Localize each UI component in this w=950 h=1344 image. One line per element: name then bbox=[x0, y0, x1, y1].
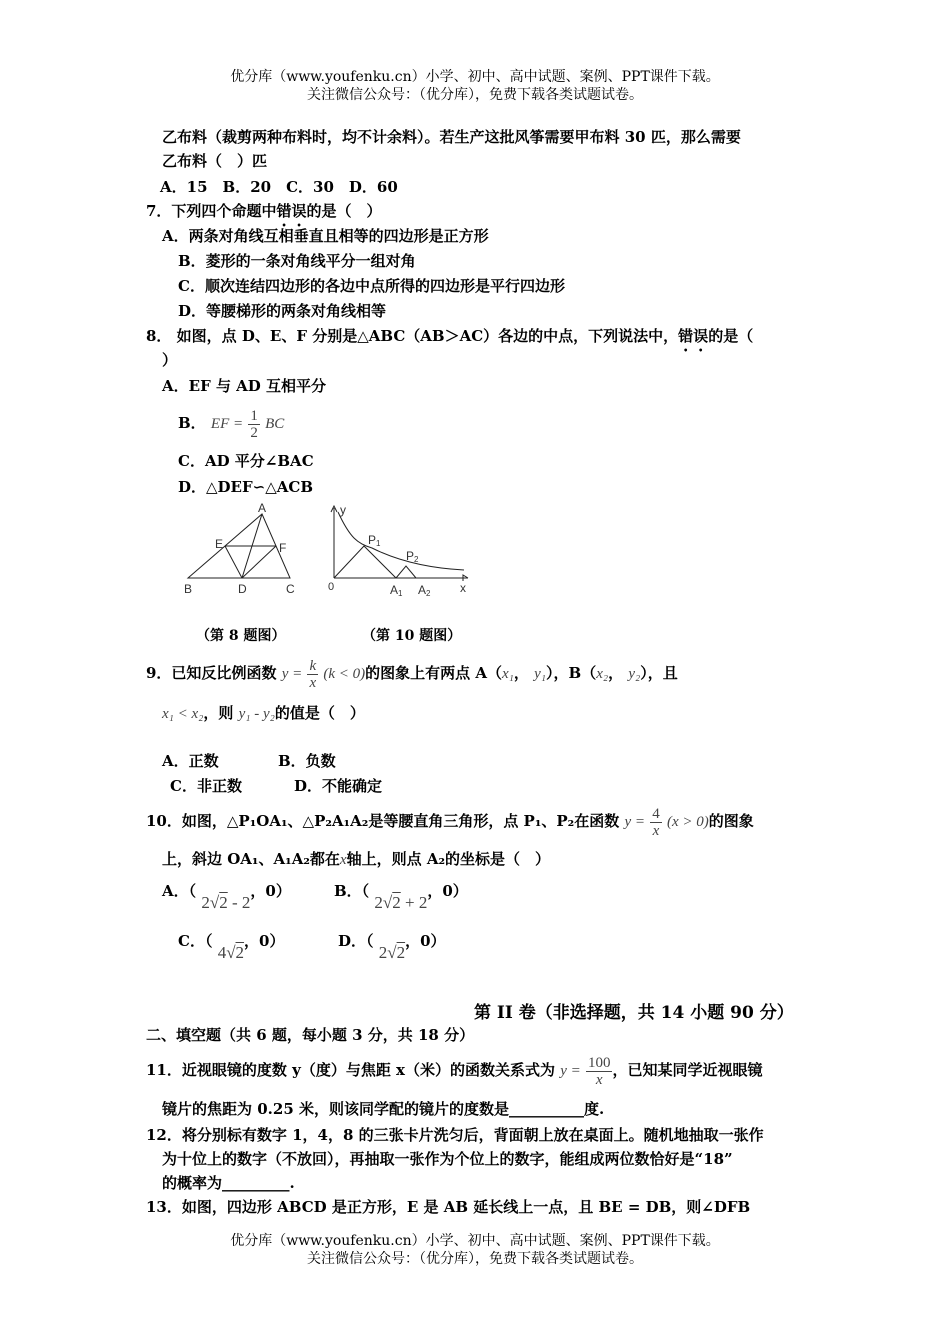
q6-line-1: 乙布料（裁剪两种布料时，均不计余料）。若生产这批风筝需要甲布料 30 匹，那么需要 bbox=[162, 128, 741, 146]
section-fill-in: 二、填空题（共 6 题，每小题 3 分，共 18 分） bbox=[146, 1026, 475, 1044]
q11-line-2: 镜片的焦距为 0.25 米，则该同学配的镜片的度数是__________度. bbox=[162, 1100, 605, 1118]
label-p1: P1 bbox=[368, 533, 381, 548]
label-c: C bbox=[286, 582, 295, 596]
figure-10-hyperbola bbox=[316, 500, 476, 602]
q12-line-3: 的概率为_________. bbox=[162, 1174, 295, 1192]
q7-option-c: C．顺次连结四边形的各边中点所得的四边形是平行四边形 bbox=[178, 277, 565, 295]
triangle-p2a1a2 bbox=[396, 566, 416, 578]
q10-option-c: C．（ 4√2，0） bbox=[178, 932, 285, 962]
q6-line-2: 乙布料（ ）匹 bbox=[162, 152, 268, 170]
q13-line-1: 13．如图，四边形 ABCD 是正方形，E 是 AB 延长线上一点，且 BE = DB，则∠DFB bbox=[146, 1198, 751, 1216]
q8-stem: 8． 如图，点 D、E、F 分别是△ABC（AB＞AC）各边的中点，下列说法中，错误的是（ bbox=[146, 327, 754, 345]
q9-condition: x₁ < x₂，则 y₁ - y₂的值是（ ） bbox=[162, 704, 365, 722]
q7-option-d: D．等腰梯形的两条对角线相等 bbox=[178, 302, 387, 320]
label-y: y bbox=[340, 503, 346, 517]
q9-stem: 9．已知反比例函数 y = $\frac{k}{x}$ (k < 0)的图象上有两点 A（x₁， y₁），B（x₂， y₂），且 bbox=[146, 657, 678, 691]
q7-stem: 7．下列四个命题中错误的是（ ） bbox=[146, 202, 382, 220]
q7-option-a: A．两条对角线互相垂直且相等的四边形是正方形 bbox=[162, 227, 489, 245]
label-x: x bbox=[460, 581, 466, 595]
q10-stem-line2: 上，斜边 OA₁、A₁A₂都在x轴上，则点 A₂的坐标是（ ） bbox=[162, 850, 551, 868]
q8-option-d: D．△DEF∽△ACB bbox=[178, 478, 313, 496]
q8-stem-line2: ） bbox=[162, 351, 178, 369]
header-line-2: 关注微信公众号：（优分库），免费下载各类试题试卷。 bbox=[307, 87, 643, 103]
q9-option-c: C．非正数 bbox=[170, 777, 242, 795]
q12-line-1: 12．将分别标有数字 1，4，8 的三张卡片洗匀后，背面朝上放在桌面上。随机地抽取一张作 bbox=[146, 1126, 764, 1144]
label-d: D bbox=[238, 582, 247, 596]
q8-emphasis: 错误 bbox=[678, 327, 709, 345]
q8-fraction: $\frac{1}{2}$ bbox=[250, 407, 258, 441]
q8-option-b: B． EF = $\frac{1}{2}$ BC bbox=[178, 407, 285, 441]
triangle-p1oa1 bbox=[334, 546, 396, 578]
footer-line-2: 关注微信公众号：（优分库），免费下载各类试题试卷。 bbox=[307, 1251, 643, 1267]
label-a1: A1 bbox=[390, 583, 403, 598]
label-p2: P2 bbox=[406, 549, 419, 564]
q9-option-d: D．不能确定 bbox=[294, 777, 383, 795]
part2-title: 第 II 卷（非选择题，共 14 小题 90 分） bbox=[474, 1003, 794, 1023]
q12-line-2: 为十位上的数字（不放回），再抽取一张作为个位上的数字，能组成两位数恰好是“18” bbox=[162, 1150, 733, 1168]
q9-option-a: A．正数 bbox=[162, 752, 219, 770]
hyperbola-curve bbox=[338, 512, 464, 570]
header-line-1: 优分库（www.youfenku.cn）小学、初中、高中试题、案例、PPT课件下载。 bbox=[230, 69, 720, 85]
figure-10-caption: （第 10 题图） bbox=[362, 628, 462, 644]
q8-option-a: A．EF 与 AD 互相平分 bbox=[162, 377, 327, 395]
q7-option-b: B．菱形的一条对角线平分一组对角 bbox=[178, 252, 416, 270]
q10-stem: 10．如图，△P₁OA₁、△P₂A₁A₂是等腰直角三角形，点 P₁、P₂在函数 y = $\frac{4}{x}$ (x > 0)的图象 bbox=[146, 805, 754, 839]
figure-8-triangle bbox=[176, 502, 306, 602]
label-a2: A2 bbox=[418, 583, 431, 598]
q10-option-a: A．（ 2√2 - 2，0） bbox=[162, 882, 291, 912]
q6-options: A．15 B．20 C．30 D．60 bbox=[160, 178, 398, 196]
q7-emphasis: 错误 bbox=[276, 202, 307, 220]
label-e: E bbox=[215, 537, 224, 551]
segment-ed bbox=[225, 546, 242, 578]
q8-option-c: C．AD 平分∠BAC bbox=[178, 452, 314, 470]
label-b: B bbox=[184, 582, 193, 596]
label-origin: 0 bbox=[328, 581, 335, 593]
label-a: A bbox=[258, 502, 267, 515]
label-f: F bbox=[279, 541, 287, 555]
footer-line-1: 优分库（www.youfenku.cn）小学、初中、高中试题、案例、PPT课件下载。 bbox=[230, 1233, 720, 1249]
q10-option-d: D．（ 2√2，0） bbox=[338, 932, 446, 962]
q9-option-b: B．负数 bbox=[278, 752, 336, 770]
q11-stem: 11．近视眼镜的度数 y（度）与焦距 x（米）的函数关系式为 y = $\frac{100}{x}$ ，已知某同学近视眼镜 bbox=[146, 1054, 763, 1088]
figure-8-caption: （第 8 题图） bbox=[196, 628, 286, 644]
q10-option-b: B．（ 2√2 + 2，0） bbox=[334, 882, 468, 912]
